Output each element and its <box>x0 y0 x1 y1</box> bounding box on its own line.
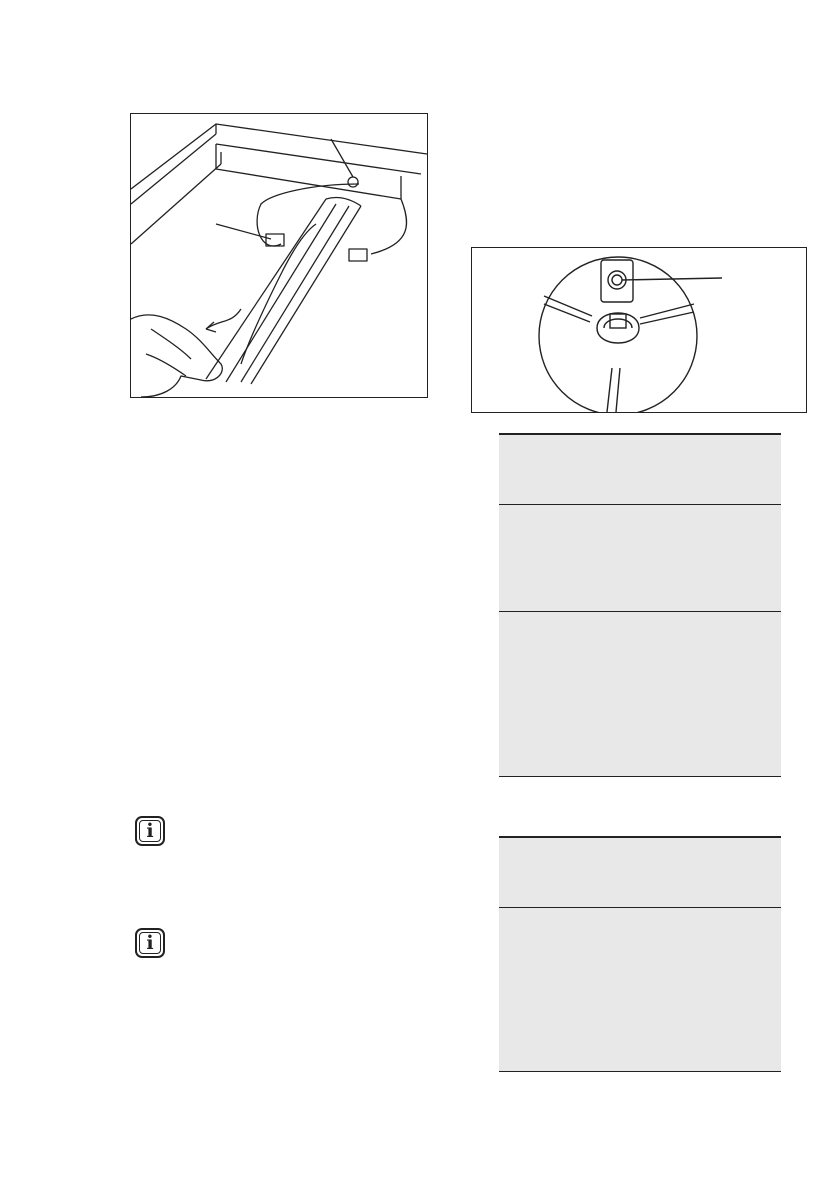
table-1 <box>499 433 781 777</box>
heating-element-drawing <box>131 114 427 397</box>
info-icon: i <box>135 928 165 958</box>
table-row <box>499 433 781 505</box>
lamp-detail-figure <box>471 247 807 413</box>
info-icon: i <box>135 816 165 846</box>
table-2 <box>499 836 781 1072</box>
table-row <box>499 908 781 1072</box>
lamp-detail-drawing <box>472 248 806 412</box>
heating-element-figure <box>130 113 428 398</box>
table-row <box>499 836 781 908</box>
table-row <box>499 612 781 777</box>
table-row <box>499 505 781 612</box>
